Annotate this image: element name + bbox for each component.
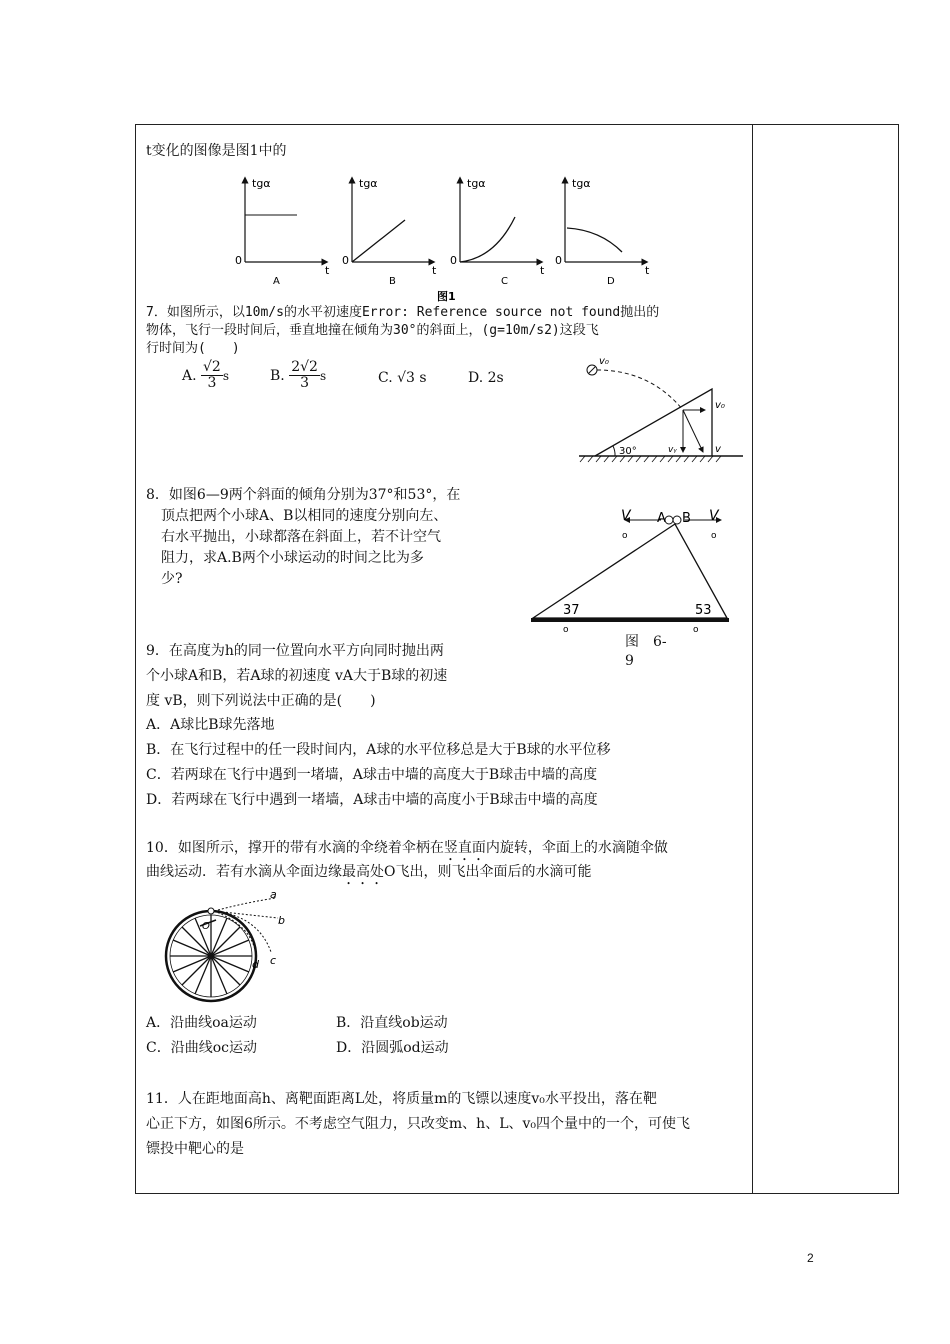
- q7-option-b-fraction: [289, 360, 320, 392]
- q9-option-b[interactable]: B．在飞行过程中的任一段时间内，A球的水平位移总是大于B球的水平位移: [146, 742, 611, 758]
- q7-option-a-num: √2: [203, 359, 221, 375]
- graph-d: [555, 177, 650, 287]
- graph-d-letter: D: [607, 276, 615, 287]
- graph-c: [450, 177, 545, 287]
- q8-line-5: 少?: [161, 571, 183, 587]
- q10-fig-b: b: [278, 914, 285, 927]
- table-column-divider: [752, 124, 753, 1193]
- q8-figure-caption-2: 9: [625, 653, 634, 669]
- q8-fig-deg-left-bottom: o: [563, 625, 569, 635]
- q8-fig-v-left: V: [621, 508, 631, 524]
- q7-option-b-den: 3: [300, 375, 310, 392]
- q10-line-2-emphasis: 最高处: [342, 864, 384, 880]
- graph-c-origin: 0: [450, 254, 457, 267]
- q7-option-a-unit: s: [222, 368, 230, 383]
- q7-option-a-fraction: [201, 360, 223, 392]
- q9-option-a[interactable]: A．A球比B球先落地: [146, 717, 275, 733]
- graph-c-xlabel: t: [540, 264, 545, 277]
- q10-fig-a: a: [270, 888, 277, 901]
- q7-line-3: 行时间为( ): [146, 341, 240, 356]
- graph-d-xlabel: t: [645, 264, 650, 277]
- q7-line-2: 物体，飞行一段时间后，垂直地撞在倾角为30°的斜面上，(g=10m/s2)这段飞: [146, 323, 599, 338]
- q8-fig-deg-right-bottom: o: [693, 625, 699, 635]
- q7-option-d[interactable]: D. 2s: [468, 370, 504, 386]
- q8-fig-deg-left: o: [622, 531, 628, 541]
- q8-fig-a: A: [657, 511, 666, 526]
- q11-line-3: 镖投中靶心的是: [146, 1141, 244, 1157]
- q10-line-1-emphasis: 竖直面: [443, 840, 486, 856]
- q7-fig-v0: v₀: [599, 356, 609, 367]
- q10-option-a[interactable]: A．沿曲线oa运动: [146, 1015, 257, 1031]
- q10-line-2-c: O飞出，则飞出伞面后的水滴可能: [384, 864, 592, 880]
- q10-option-d[interactable]: D．沿圆弧od运动: [336, 1040, 449, 1056]
- graph-a: [235, 177, 330, 287]
- q9-option-d[interactable]: D．若两球在飞行中遇到一堵墙，A球击中墙的高度小于B球击中墙的高度: [146, 792, 598, 808]
- q9-option-c[interactable]: C．若两球在飞行中遇到一堵墙，A球击中墙的高度大于B球击中墙的高度: [146, 767, 598, 783]
- graph-b: [342, 177, 437, 287]
- q7-option-b[interactable]: [270, 360, 326, 392]
- q7-incline-figure: [575, 352, 745, 467]
- q8-fig-deg-right: o: [711, 531, 717, 541]
- q8-fig-v-right: V: [709, 508, 719, 524]
- graph-d-ylabel: tgα: [572, 177, 591, 190]
- q11-line-1: 11．人在距地面高h、离靶面距离L处，将质量m的飞镖以速度v₀水平投出，落在靶: [146, 1091, 657, 1107]
- q7-fig-angle: 30°: [619, 446, 637, 457]
- graph-a-ylabel: tgα: [252, 177, 271, 190]
- q7-option-a[interactable]: [182, 360, 229, 392]
- graph-b-letter: B: [389, 276, 396, 287]
- graph-c-ylabel: tgα: [467, 177, 486, 190]
- q10-line-1-c: 内旋转，伞面上的水滴随伞做: [485, 840, 668, 856]
- q8-line-1: 8．如图6—9两个斜面的倾角分别为37°和53°，在: [146, 487, 461, 503]
- q9-line-1: 9．在高度为h的同一位置向水平方向同时抛出两: [146, 643, 444, 659]
- q10-option-b[interactable]: B．沿直线ob运动: [336, 1015, 448, 1031]
- q10-line-2-a: 曲线运动．若有水滴从伞面边缘: [146, 864, 342, 880]
- q10-line-2: [146, 864, 591, 888]
- q7-option-b-num: 2√2: [291, 359, 318, 375]
- q10-line-1: [146, 840, 668, 864]
- q8-fig-angle-right: 53: [695, 603, 712, 618]
- graph-a-origin: 0: [235, 254, 242, 267]
- page-number: 2: [807, 1251, 814, 1265]
- q7-option-c[interactable]: C. √3 s: [378, 370, 427, 386]
- q7-fig-v0-right: v₀: [715, 400, 725, 411]
- q7-fig-vy: vᵧ: [668, 445, 677, 455]
- q11-line-2: 心正下方，如图6所示。不考虑空气阻力，只改变m、h、L、v₀四个量中的一个，可使飞: [146, 1116, 691, 1132]
- q8-line-4: 阻力，求A.B两个小球运动的时间之比为多: [161, 550, 424, 566]
- q6-text: t变化的图像是图1中的: [146, 143, 287, 159]
- graph-b-xlabel: t: [432, 264, 437, 277]
- q7-option-a-label: A.: [182, 367, 197, 384]
- q7-fig-v: v: [715, 444, 721, 455]
- q10-fig-d: d: [252, 958, 259, 971]
- figure-1-graphs: [225, 172, 665, 307]
- q10-fig-o: O: [202, 921, 210, 932]
- graph-b-origin: 0: [342, 254, 349, 267]
- graph-a-xlabel: t: [325, 264, 330, 277]
- q10-fig-c: c: [270, 954, 277, 967]
- q8-fig-b: B: [682, 511, 691, 526]
- q8-line-2: 顶点把两个小球A、B以相同的速度分别向左、: [161, 508, 448, 524]
- q10-umbrella-figure: [158, 886, 308, 1006]
- q8-line-3: 右水平抛出，小球都落在斜面上，若不计空气: [161, 529, 441, 545]
- q10-option-c[interactable]: C．沿曲线oc运动: [146, 1040, 257, 1056]
- q8-fig-angle-left: 37: [563, 603, 580, 618]
- q9-line-2: 个小球A和B，若A球的初速度 vA大于B球的初速: [146, 668, 448, 684]
- q7-option-b-label: B.: [270, 367, 285, 384]
- q7-line-1: 7．如图所示，以10m/s的水平初速度Error: Reference source not found抛出的: [146, 305, 660, 320]
- figure-1-caption: 图1: [437, 290, 456, 303]
- q9-line-3: 度 vB，则下列说法中正确的是( ): [146, 693, 376, 709]
- q8-figure-caption-1: 图 6-: [625, 634, 667, 650]
- graph-d-origin: 0: [555, 254, 562, 267]
- graph-c-letter: C: [501, 276, 508, 287]
- graph-b-ylabel: tgα: [359, 177, 378, 190]
- graph-a-letter: A: [273, 276, 280, 287]
- q7-option-b-unit: s: [319, 368, 327, 383]
- q7-option-a-den: 3: [207, 375, 217, 392]
- q10-line-1-a: 10．如图所示，撑开的带有水滴的伞绕着伞柄在: [146, 840, 444, 856]
